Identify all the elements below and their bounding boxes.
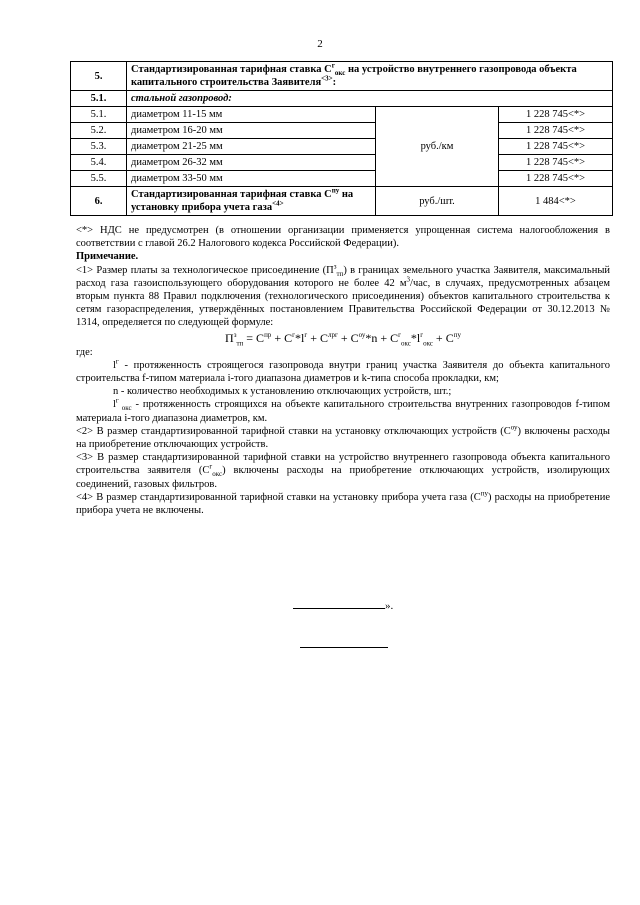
table-row <box>71 155 613 171</box>
note-3: <3> В размер стандартизированной тарифной ставки на устройство внутреннего газопровода объекта капитального строительства заявителя $(С^г_{окс})$ включены расходы на приобретение отключающих устройств, изолирующих соединений, газовых фильтров. <box>76 452 610 490</box>
row-number: 5.1. <box>71 91 127 107</box>
row-value: 1 484<*> <box>499 187 613 216</box>
row-value: 1 228 745<*> <box>499 139 613 155</box>
page-number: 2 <box>317 38 323 50</box>
signature-line <box>300 647 388 648</box>
row-name: Стандартизированная тарифная ставка $С^{пу}$ на установку прибора учета газа$^{<4>}$ <box>127 187 376 216</box>
table-row <box>71 171 613 187</box>
table-row <box>71 107 613 123</box>
row-number: 5.5. <box>71 171 127 187</box>
row-value: 1 228 745<*> <box>499 107 613 123</box>
formula: $П^з_{тп} = С^{пр} + С^г*l^г + С^{лрг} + С^{оу}*n + С^г_{окс}*l^г_{окс} + С^{пу}$ <box>225 330 461 348</box>
row-number: 5.3. <box>71 139 127 155</box>
row-unit: руб./км <box>376 107 499 187</box>
row-name: стальной газопровод: <box>127 91 613 107</box>
table-row <box>71 187 613 216</box>
row-name: Стандартизированная тарифная ставка $С^г_{окс}$ на устройство внутреннего газопровода объекта капитального строительства Заявителя$^{<3>}$: <box>127 62 613 91</box>
row-name: диаметром 21-25 мм <box>127 139 376 155</box>
table-row <box>71 91 613 107</box>
row-number: 5.1. <box>71 107 127 123</box>
table-row <box>71 123 613 139</box>
notes-section <box>76 224 610 517</box>
where-label: где: <box>76 346 93 358</box>
table-row <box>71 139 613 155</box>
row-name: диаметром 26-32 мм <box>127 155 376 171</box>
row-value: 1 228 745<*> <box>499 171 613 187</box>
row-value: 1 228 745<*> <box>499 123 613 139</box>
row-number: 5. <box>71 62 127 91</box>
vat-note: <*> НДС не предусмотрен (в отношении организации применяется упрощенная система налогообложения в соответствии с главой 26.2 Налогового кодекса Российской Федерации). <box>76 225 610 250</box>
note-2: <2> В размер стандартизированной тарифной ставки на установку отключающих устройств $(С^{оу})$ включены расходы на приобретение отключающих устройств. <box>76 423 610 451</box>
signature-line-closing: ». <box>293 600 393 612</box>
notes-heading: Примечание. <box>76 251 139 263</box>
note-4: <4> В размер стандартизированной тарифной ставки на установку прибора учета газа $(С^{пу})$ расходы на приобретение прибора учета не включены. <box>76 489 610 517</box>
row-name: диаметром 33-50 мм <box>127 171 376 187</box>
row-number: 6. <box>71 187 127 216</box>
note-1: <1> Размер платы за технологическое присоединение $(П^з_{тп})$ в границах земельного участка Заявителя, максимальный расход газа газоиспользующего оборудования которого не более 42 $м^3$/час, в случаях, предусмотренных абзацем вторым пункта 88 Правил подключения (технологического присоединения) объектов капитального строительства к сетям газораспределения, утверждённых постановлением Правительства Российской Федерации от 30.12.2013 № 1314, определяется по следующей формуле: <box>76 262 611 329</box>
row-number: 5.4. <box>71 155 127 171</box>
definition-n: n - количество необходимых к установлению отключающих устройств, шт.; <box>113 386 452 398</box>
table-row <box>71 62 613 91</box>
row-unit: руб./шт. <box>376 187 499 216</box>
tariff-table <box>70 61 613 216</box>
row-name: диаметром 16-20 мм <box>127 123 376 139</box>
row-value: 1 228 745<*> <box>499 155 613 171</box>
underline <box>293 600 385 609</box>
definition-lg: $l^г$ - протяженность строящегося газопровода внутри границ участка Заявителя до объекта капитального строительства f-типом материала i-того диапазона диаметров и k-типа способа прокладки, км; <box>76 357 610 385</box>
row-name: диаметром 11-15 мм <box>127 107 376 123</box>
definition-lokc: $l^г$ $_{окс}$ - протяженность строящихся на объекте капитального строительства внутренних газопроводов f-типом материала i-того диапазона диаметров, км. <box>76 396 610 424</box>
row-number: 5.2. <box>71 123 127 139</box>
